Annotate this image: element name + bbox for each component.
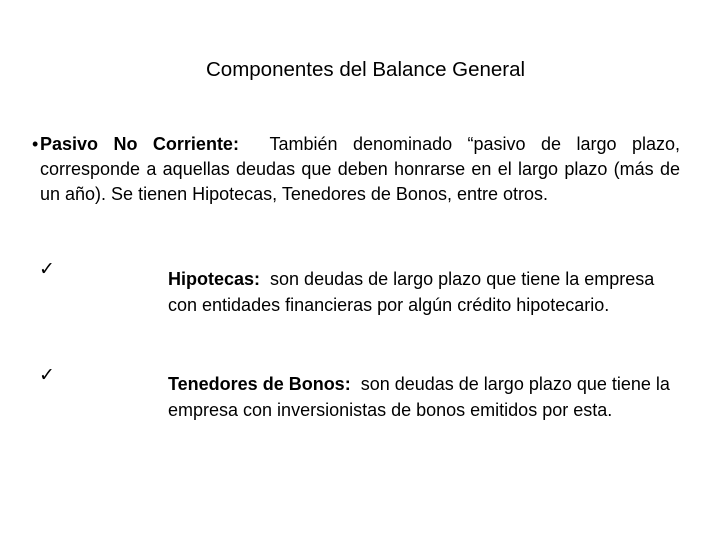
bullet-dot-icon: • (32, 134, 39, 154)
main-bullet-text: También denominado “pasivo de largo plazo, corresponde a aquellas deudas que deben honrarse en el largo plazo (más de un año). Se tienen Hipotecas, Tenedores de Bonos, entre otros. (40, 134, 686, 204)
slide-title: Componentes del Balance General (206, 58, 526, 81)
sub-bullet-text: son deudas de largo plazo que tiene la empresa con inversionistas de bonos emitidos por esta. (168, 374, 675, 420)
checkmark-icon: ✓ (39, 365, 55, 386)
checkmark-icon: ✓ (39, 259, 55, 280)
sub-bullet-term: Hipotecas: (168, 269, 261, 289)
sub-bullet-hipotecas (168, 266, 688, 318)
sub-bullet-tenedores (168, 371, 688, 423)
main-bullet (32, 132, 686, 207)
sub-bullet-text: son deudas de largo plazo que tiene la empresa con entidades financieras por algún crédito hipotecario. (168, 269, 660, 315)
sub-bullet-term: Tenedores de Bonos: (168, 374, 351, 394)
main-bullet-term: Pasivo No Corriente: (40, 134, 239, 154)
main-bullet-paragraph (32, 132, 686, 207)
